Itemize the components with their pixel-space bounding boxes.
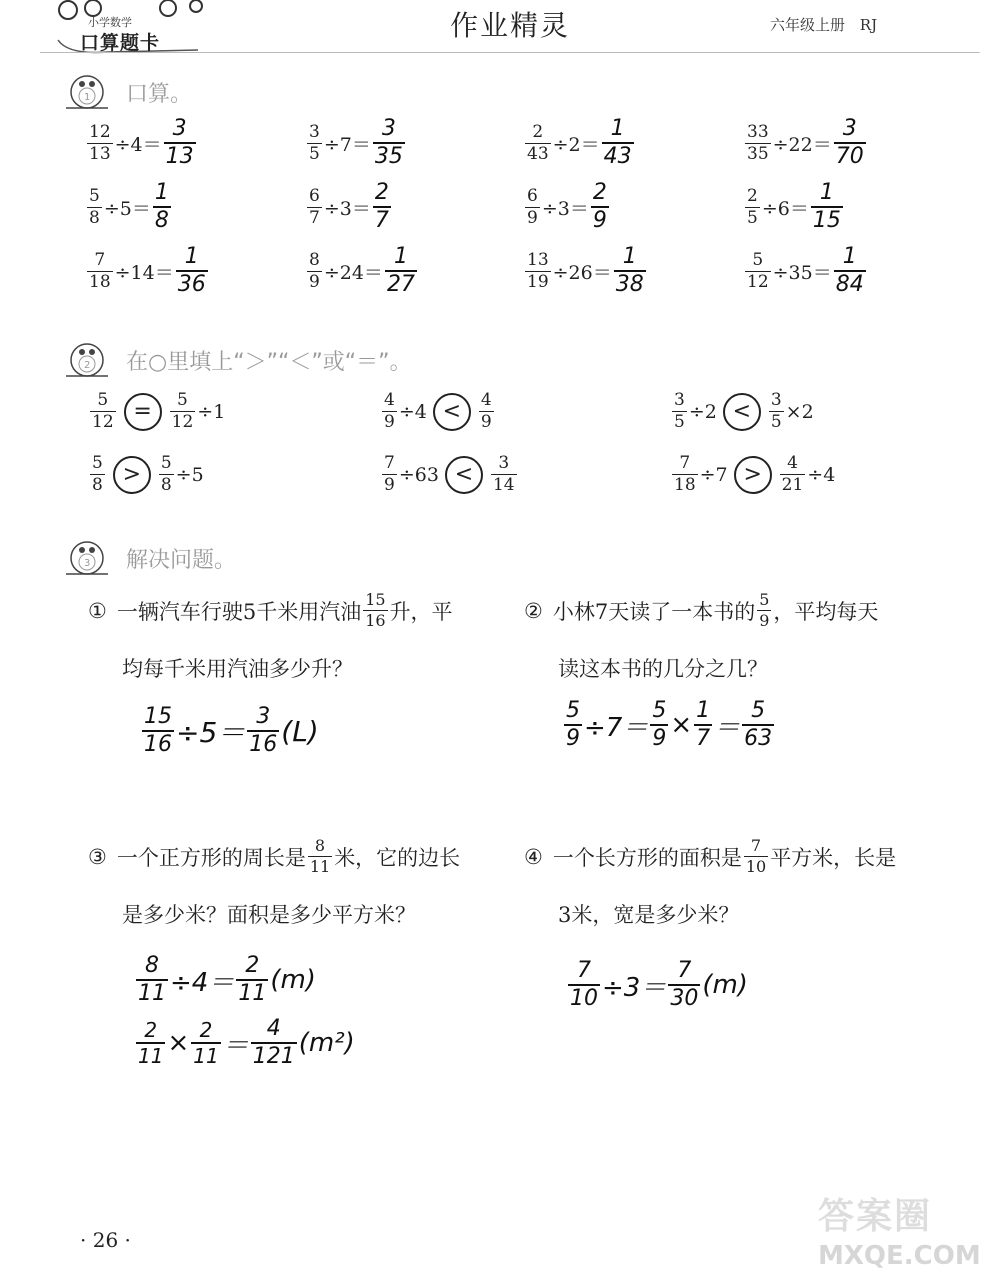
fraction-numerator: 2 [747,185,758,206]
fraction-numerator: 4 [787,453,798,473]
problem-4-answer [566,960,748,1010]
handwritten-fraction [385,246,417,296]
right-operator: ÷4 [807,463,836,486]
comparison-circle: > [734,456,772,494]
calc-item [523,246,743,296]
problem-3-answer-1 [134,955,316,1005]
p3-ans2-r-num: 4 [266,1016,281,1041]
problem-4-mark: ④ [524,844,543,869]
p4-ans-op: ÷3＝ [602,972,667,1003]
compare-item [380,392,670,431]
fraction-denominator: 43 [603,144,632,169]
fraction-denominator: 8 [92,475,103,495]
problem-2-line2: 读这本书的几分之几？ [558,657,768,681]
fraction-numerator: 1 [842,244,857,269]
handwritten-fraction [176,246,208,296]
fraction-numerator: 12 [89,121,111,142]
fraction-numerator: 5 [752,249,764,270]
p4-ans-r-num: 7 [677,958,692,983]
fraction-denominator: 7 [374,208,389,233]
p3-ans1-r-den: 11 [238,981,267,1006]
p2-ans-r-den: 63 [744,726,773,751]
problem-1-frac-den: 16 [365,611,386,630]
problem-4 [524,838,896,929]
fraction-denominator: 70 [835,144,864,169]
problem-3 [88,838,460,929]
fraction-numerator: 1 [610,116,625,141]
p4-ans-r-den: 30 [670,986,699,1011]
fraction [170,392,196,431]
problem-2-text-b: ，平均每天 [773,599,879,624]
p2-ans-b-den: 9 [652,726,667,751]
calc-operator: ÷5＝ [103,197,151,220]
p3-ans2-b-num: 2 [199,1018,213,1042]
fraction-denominator: 21 [781,475,804,495]
handwritten-answer [832,118,868,168]
calc-item [305,182,523,232]
left-operator: ÷7 [699,463,728,486]
problem-3-frac-den: 11 [309,857,331,876]
p1-ans-r-den: 16 [249,732,278,757]
handwritten-fraction [153,182,171,232]
fraction-denominator: 18 [89,271,111,292]
p2-ans-c-num: 1 [696,698,711,723]
fraction-numerator: 3 [309,121,320,142]
problem-1-mark: ① [88,598,107,623]
p4-ans-a-den: 10 [570,986,598,1011]
fraction-denominator: 13 [165,144,194,169]
section1-header [62,72,192,112]
right-operator: ÷5 [175,463,204,486]
section1-title: 口算。 [126,81,193,107]
calc-item [743,246,963,296]
fraction [491,455,517,494]
handwritten-fraction [373,182,391,232]
fraction-denominator: 8 [89,207,100,228]
handwritten-answer [162,118,198,168]
calc-item [305,246,523,296]
fraction-numerator: 3 [842,116,857,141]
left-operator: ÷4 [398,400,427,423]
p3-ans2-a-den: 11 [138,1044,164,1068]
brand-main: 口算题卡 [80,32,161,54]
fraction [672,455,698,494]
left-operator: ÷2 [688,400,717,423]
fraction-numerator: 3 [381,116,396,141]
calc-operator: ÷26＝ [552,261,612,284]
fraction [90,455,105,494]
compare-item [88,392,380,431]
fraction-numerator: 1 [819,180,834,205]
ladybug-1-icon [62,72,112,112]
fraction-denominator: 5 [770,412,782,432]
fraction-numerator: 3 [674,390,685,410]
fraction-numerator: 5 [89,185,100,206]
fraction [745,185,760,228]
watermark-text: 答案圈 [818,1196,933,1237]
fraction-denominator: 8 [160,475,172,495]
p2-ans-b-num: 5 [652,698,667,723]
fraction-denominator: 13 [89,143,111,164]
fraction-numerator: 7 [679,453,691,473]
comparison-circle: < [433,393,471,431]
problem-1-line2: 均每千米用汽油多少升？ [122,657,353,681]
problem-4-line2: 3米，宽是多少米？ [558,903,740,927]
problem-2-answer [562,700,776,750]
fraction-denominator: 9 [309,271,320,292]
fraction-numerator: 13 [527,249,549,270]
handwritten-fraction [373,118,405,168]
fraction-numerator: 1 [622,244,637,269]
grade-text: 六年级上册 [770,16,846,34]
p3-ans1-a-num: 8 [145,953,159,978]
calc-operator: ÷7＝ [323,133,371,156]
fraction [87,249,113,292]
p4-ans-a-num: 7 [577,958,591,983]
fraction-denominator: 12 [171,412,194,432]
fraction [87,121,113,164]
fraction-numerator: 3 [498,453,510,473]
problem-4-text-a: 一个长方形的面积是 [552,845,742,870]
p1-ans-unit: (L) [281,714,319,748]
fraction-denominator: 84 [835,272,864,297]
fraction-denominator: 18 [674,475,696,495]
fraction-numerator: 5 [177,390,188,410]
p2-ans-op1: ÷7＝ [584,712,649,743]
p1-ans-a-den: 16 [144,732,172,757]
p3-ans2-op: × [167,1028,190,1058]
calc-operator: ÷2＝ [552,133,600,156]
p2-ans-op2: × [670,710,693,740]
problem-1-text-a: 一辆汽车行驶5千米用汽油 [116,599,362,624]
section3-header [62,538,236,578]
fraction [90,392,116,431]
fraction-denominator: 12 [747,271,769,292]
fraction-denominator: 36 [177,272,206,297]
grade-label [770,14,877,35]
p2-ans-a-num: 5 [566,698,580,723]
p3-ans2-a-num: 2 [144,1018,158,1042]
section3-title: 解决问题。 [126,547,237,573]
compare-item [88,455,380,494]
handwritten-answer [383,246,419,296]
fraction [382,455,397,494]
fraction-denominator: 9 [384,475,395,495]
fraction-numerator: 4 [384,390,395,410]
handwritten-answer [371,182,393,232]
p4-ans-unit: (m) [702,970,748,1000]
handwritten-answer [612,246,648,296]
problem-3-answer-2 [134,1018,355,1068]
svg-text:3: 3 [84,558,91,569]
handwritten-fraction [811,182,843,232]
fraction-numerator: 4 [480,390,492,410]
fraction-numerator: 2 [532,121,544,142]
ladybug-2-icon [62,340,112,380]
calc-item [523,182,743,232]
compare-item [380,455,670,494]
p3-ans2-unit: (m²) [298,1028,355,1058]
fraction [307,185,322,228]
fraction-numerator: 2 [374,180,389,205]
fraction-denominator: 38 [615,272,644,297]
calc-item [523,118,743,168]
fraction-denominator: 27 [386,272,415,297]
fraction [525,249,551,292]
p3-ans2-r-den: 121 [252,1044,295,1069]
problem-2-text-a: 小林7天读了一本书的 [552,599,756,624]
fraction-denominator: 15 [812,208,841,233]
fraction-denominator: 9 [592,208,607,233]
problem-1-answer [140,706,319,756]
fraction-numerator: 5 [160,453,172,473]
fraction-numerator: 2 [592,180,607,205]
right-operator: ÷1 [197,400,226,423]
p2-ans-a-den: 9 [566,726,580,751]
handwritten-fraction [834,246,866,296]
fraction-denominator: 5 [674,412,685,432]
handwritten-fraction [602,118,634,168]
problem-2-frac-num: 5 [759,590,770,609]
fraction [745,249,771,292]
problem-3-line2: 是多少米？面积是多少平方米？ [122,903,416,927]
problem-2-mark: ② [524,598,543,623]
calc-item [85,246,305,296]
problem-2 [524,592,878,683]
calc-item [305,118,523,168]
p3-ans1-a-den: 11 [138,981,166,1006]
section2-header [62,340,412,380]
problem-4-frac-den: 10 [745,857,767,876]
fraction [382,392,397,431]
fraction-numerator: 5 [97,390,109,410]
p2-ans-eq: ＝ [714,712,741,743]
p3-ans1-unit: (m) [270,965,316,995]
comparison-circle: < [723,393,761,431]
watermark-url: MXQE.COM [818,1241,981,1271]
fraction-denominator: 35 [374,144,403,169]
handwritten-answer [809,182,845,232]
problem-3-frac-num: 8 [314,836,326,855]
handwritten-fraction [834,118,866,168]
edition-text: RJ [859,16,878,34]
handwritten-answer [151,182,173,232]
handwritten-answer [371,118,407,168]
fraction-denominator: 5 [747,207,758,228]
problem-1-frac-num: 15 [365,590,386,609]
fraction-denominator: 7 [309,207,320,228]
handwritten-fraction [591,182,609,232]
calc-item [743,182,963,232]
fraction-numerator: 8 [309,249,320,270]
fraction-denominator: 35 [747,143,769,164]
fraction [525,121,551,164]
problem-3-mark: ③ [88,844,107,869]
p2-ans-r-num: 5 [751,698,766,723]
problem-2-frac-den: 9 [759,611,770,630]
fraction-numerator: 1 [184,244,199,269]
fraction-numerator: 7 [94,249,106,270]
calc-operator: ÷6＝ [761,197,809,220]
handwritten-note: 作业精灵 [450,9,571,42]
section2-grid [88,392,958,494]
fraction-denominator: 43 [527,143,549,164]
problem-4-text-b: 平方米，长是 [770,845,897,870]
fraction [479,392,494,431]
p1-ans-r-num: 3 [256,704,271,729]
problem-3-text-b: 米，它的边长 [334,845,461,870]
comparison-circle: < [445,456,483,494]
compare-item [670,392,958,431]
comparison-circle: = [124,393,162,431]
fraction [525,185,540,228]
p1-ans-a-num: 15 [144,704,172,729]
fraction [769,392,784,431]
page-number: · 26 · [80,1228,131,1252]
handwritten-fraction [164,118,196,168]
problem-3-text-a: 一个正方形的周长是 [116,845,306,870]
calc-operator: ÷3＝ [541,197,589,220]
compare-item [670,455,958,494]
p3-ans1-op: ÷4＝ [170,967,235,998]
svg-text:1: 1 [84,92,91,103]
handwritten-fraction [614,246,646,296]
handwritten-answer [174,246,210,296]
fraction-denominator: 9 [527,207,538,228]
fraction-numerator: 6 [527,185,538,206]
fraction-numerator: 1 [154,180,169,205]
p3-ans1-r-num: 2 [245,953,260,978]
handwritten-answer [589,182,611,232]
fraction [780,455,806,494]
problem-1-text-b: 升，平 [389,599,453,624]
fraction [672,392,687,431]
right-operator: ×2 [785,400,814,423]
handwritten-answer [600,118,636,168]
fraction [307,249,322,292]
calc-operator: ÷14＝ [114,261,174,284]
brand-small: 小学数学 [88,16,132,29]
fraction-numerator: 3 [770,390,782,410]
fraction-denominator: 19 [527,271,549,292]
calc-operator: ÷24＝ [323,261,383,284]
section2-title: 在○里填上“＞”“＜”或“＝”。 [126,349,412,375]
fraction [87,185,102,228]
fraction-numerator: 5 [92,453,103,473]
left-operator: ÷63 [398,463,439,486]
calc-operator: ÷4＝ [114,133,162,156]
calc-item [85,118,305,168]
fraction-denominator: 9 [384,412,395,432]
fraction-denominator: 14 [492,475,515,495]
watermark-logo [818,1188,988,1278]
p3-ans2-b-den: 11 [193,1044,219,1068]
p1-ans-op: ÷5＝ [176,716,246,749]
calc-operator: ÷3＝ [323,197,371,220]
fraction-numerator: 7 [384,453,395,473]
section1-grid [85,118,965,296]
fraction-denominator: 5 [309,143,320,164]
fraction [307,121,322,164]
ladybug-3-icon [62,538,112,578]
fraction-denominator: 9 [480,412,492,432]
header-divider [40,52,980,53]
p2-ans-c-den: 7 [696,726,711,751]
fraction-numerator: 33 [747,121,769,142]
calc-item [85,182,305,232]
fraction-numerator: 3 [172,116,187,141]
comparison-circle: > [113,456,151,494]
fraction-numerator: 6 [309,185,320,206]
p3-ans2-eq: ＝ [222,1030,249,1061]
calc-operator: ÷35＝ [772,261,832,284]
problem-4-frac-num: 7 [750,836,762,855]
calc-operator: ÷22＝ [772,133,832,156]
fraction [745,121,771,164]
problem-1 [88,592,453,683]
fraction-denominator: 12 [92,412,114,432]
fraction-denominator: 8 [154,208,169,233]
fraction-numerator: 1 [393,244,408,269]
calc-item [743,118,963,168]
svg-text:2: 2 [84,360,91,371]
fraction [159,455,174,494]
handwritten-answer [832,246,868,296]
